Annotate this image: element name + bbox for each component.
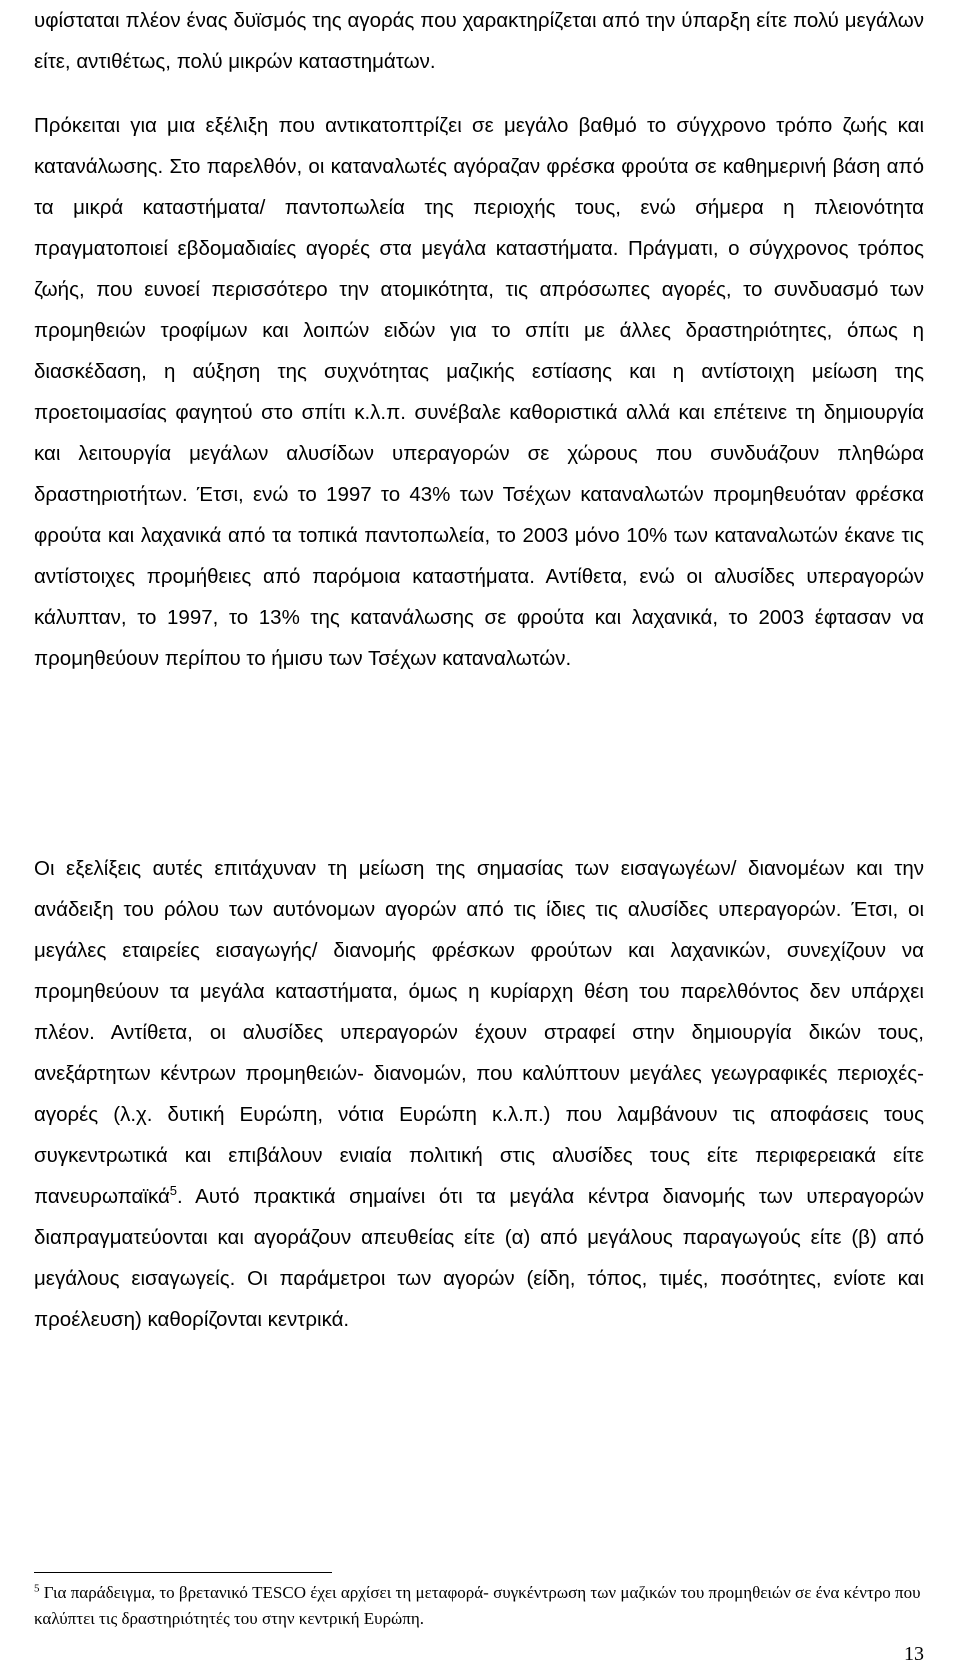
document-page [34,0,924,1678]
paragraph-text-before-ref: Οι εξελίξεις αυτές επιτάχυναν τη μείωση της σημασίας των εισαγωγέων/ διανομέων και την ανάδειξη του ρόλου των αυτόνομων αγορών από τις ίδιες τις αλυσίδες υπεραγορών. Έτσι, οι μεγάλες εταιρείες εισαγωγής/ διανομής φρέσκων φρούτων και λαχανικών, συνεχίζουν να προμηθεύουν τα μεγάλα καταστήματα, όμως η κυρίαρχη θέση του παρελθόντος δεν υπάρχει πλέον. Αντίθετα, οι αλυσίδες υπεραγορών έχουν στραφεί στην δημιουργία δικών τους, ανεξάρτητων κέντρων προμηθειών- διανομών, που καλύπτουν μεγάλες γεωγραφικές περιοχές- αγορές (λ.χ. δυτική Ευρώπη, νότια Ευρώπη κ.λ.π.) που λαμβάνουν τις αποφάσεις τους συγκεντρωτικά και επιβάλουν ενιαία πολιτική στις αλυσίδες τους είτε περιφερειακά είτε πανευρωπαϊκά [34,857,924,1208]
page-number: 13 [904,1643,924,1665]
footnote [34,1580,924,1632]
paragraph-lifestyle-consumption: Πρόκειται για μια εξέλιξη που αντικατοπτρίζει σε μεγάλο βαθμό το σύγχρονο τρόπο ζωής και κατανάλωσης. Στο παρελθόν, οι καταναλωτές αγόραζαν φρέσκα φρούτα σε καθημερινή βάση από τα μικρά καταστήματα/ παντοπωλεία της περιοχής τους, ενώ σήμερα η πλειονότητα πραγματοποιεί εβδομαδιαίες αγορές στα μεγάλα καταστήματα. Πράγματι, ο σύγχρονος τρόπος ζωής, που ευνοεί περισσότερο την ατομικότητα, τις απρόσωπες αγορές, το συνδυασμό των προμηθειών τροφίμων και λοιπών ειδών για το σπίτι με άλλες δραστηριότητες, όπως η διασκέδαση, η αύξηση της συχνότητας μαζικής εστίασης και η αντίστοιχη μείωση της προετοιμασίας φαγητού στο σπίτι κ.λ.π. συνέβαλε καθοριστικά αλλά και επέτεινε τη δημιουργία και λειτουργία μεγάλων αλυσίδων υπεραγορών σε χώρους που συνδυάζουν πληθώρα δραστηριοτήτων. Έτσι, ενώ το 1997 το 43% των Τσέχων καταναλωτών προμηθευόταν φρέσκα φρούτα και λαχανικά από τα τοπικά παντοπωλεία, το 2003 μόνο 10% των καταναλωτών έκανε τις αντίστοιχες προμήθειες από παρόμοια καταστήματα. Αντίθετα, ενώ οι αλυσίδες υπεραγορών κάλυπταν, το 1997, το 13% της κατανάλωσης σε φρούτα και λαχανικά, το 2003 έφτασαν να προμηθεύουν περίπου το ήμισυ των Τσέχων καταναλωτών. [34,114,924,670]
footnote-text: Για παράδειγμα, το βρετανικό TESCO έχει αρχίσει τη μεταφορά- συγκέντρωση των μαζικών του προμηθειών σε ένα κέντρο που καλύπτει τις δραστηριότητές του στην κεντρική Ευρώπη. [34,1583,921,1628]
footnote-reference[interactable]: 5 [169,1183,178,1199]
footnote-marker: 5 [34,1582,40,1595]
footnote-separator [34,1572,332,1573]
paragraph-text-after-ref: . Αυτό πρακτικά σημαίνει ότι τα μεγάλα κέντρα διανομής των υπεραγορών διαπραγματεύονται και αγοράζουν απευθείας είτε (α) από μεγάλους παραγωγούς είτε (β) από μεγάλους εισαγωγείς. Οι παράμετροι των αγορών (είδη, τόπος, τιμές, ποσότητες, ενίοτε και προέλευση) καθορίζονται κεντρικά. [34,1185,924,1331]
paragraph-continuation: υφίσταται πλέον ένας δυϊσμός της αγοράς που χαρακτηρίζεται από την ύπαρξη είτε πολύ μεγάλων είτε, αντιθέτως, πολύ μικρών καταστημάτων. [34,9,924,73]
paragraph-importers-distributors [34,848,924,1340]
